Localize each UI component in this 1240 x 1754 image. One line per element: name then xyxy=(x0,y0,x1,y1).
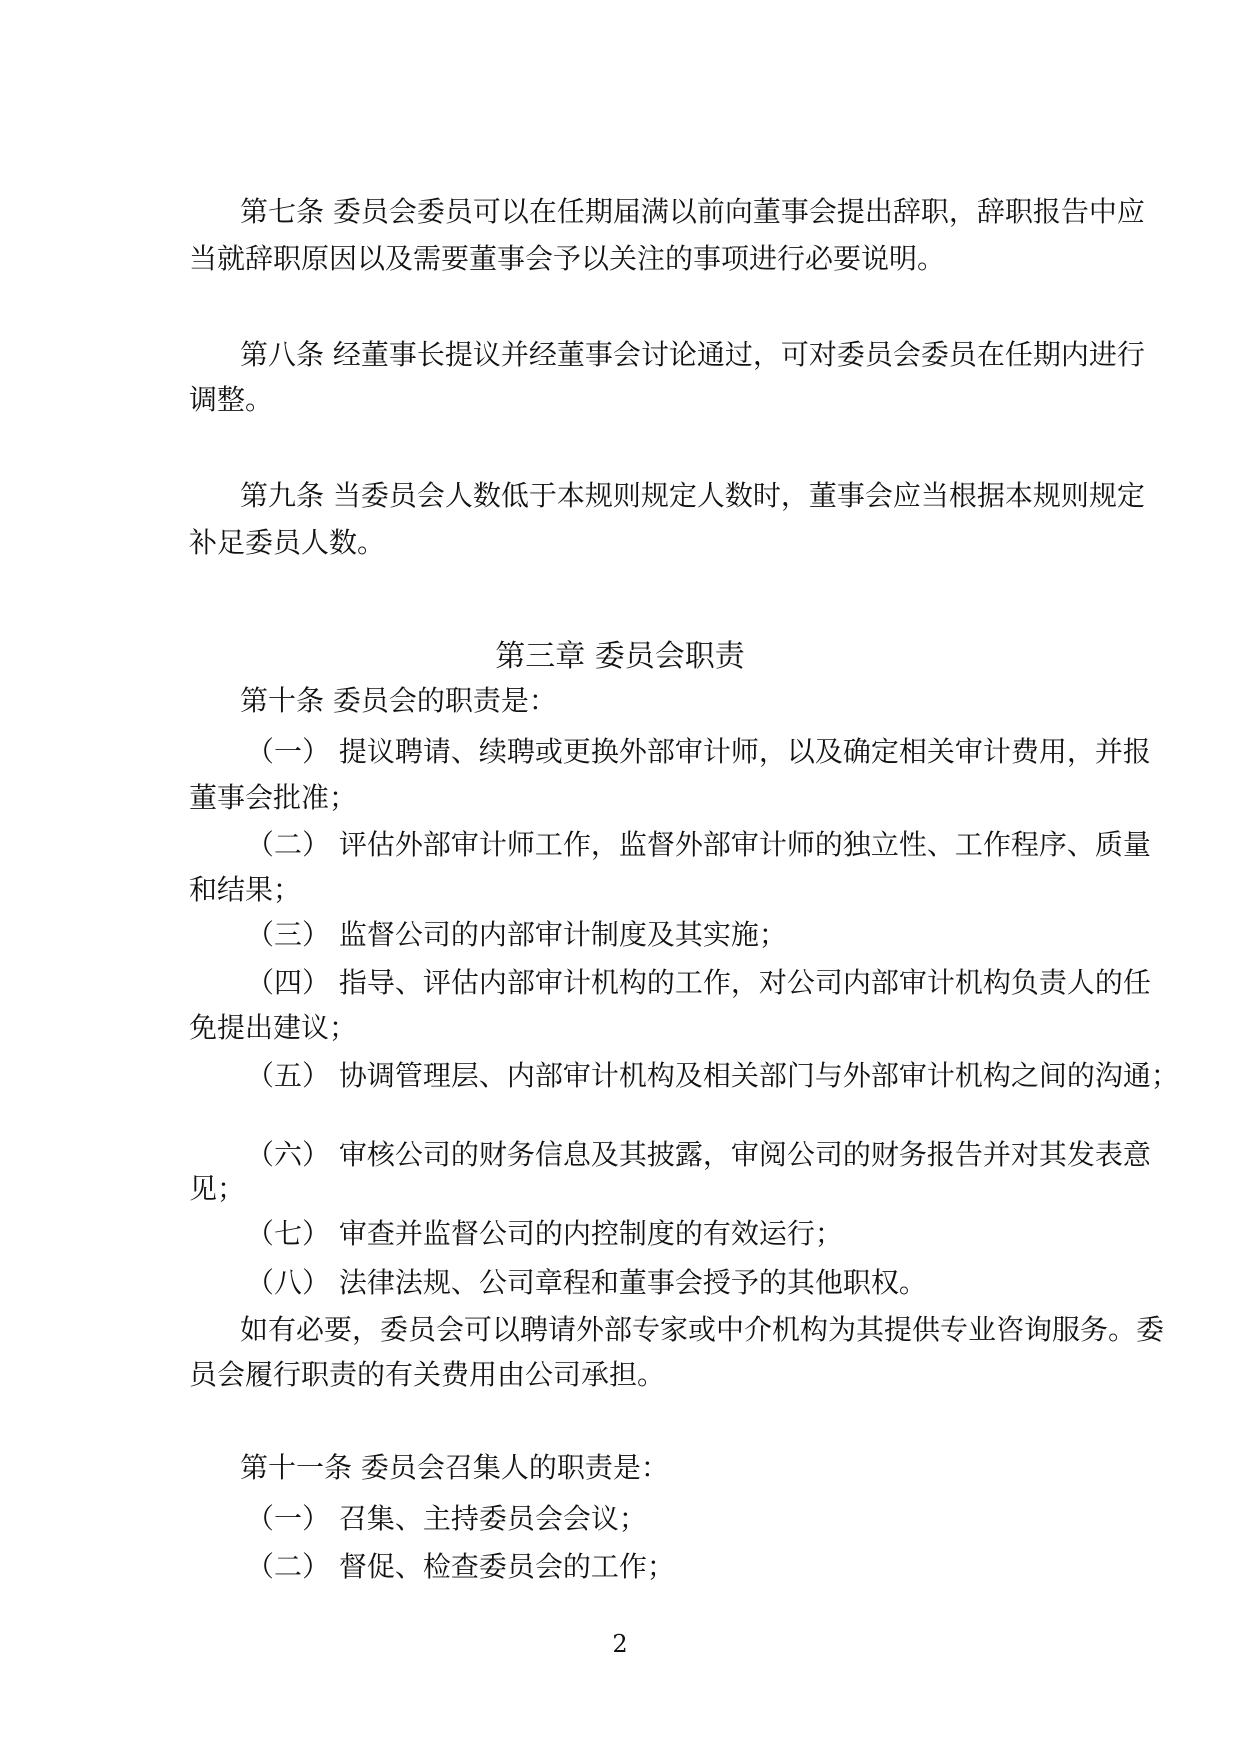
list-item-line: （七） 审查并监督公司的内控制度的有效运行； xyxy=(246,1217,843,1250)
list-item-line: （六） 审核公司的财务信息及其披露，审阅公司的财务报告并对其发表意 xyxy=(246,1138,1151,1171)
list-item-line: 见； xyxy=(189,1172,246,1205)
list-item-line: （一） 提议聘请、续聘或更换外部审计师，以及确定相关审计费用，并报 xyxy=(246,735,1151,768)
paragraph-line: 员会履行职责的有关费用由公司承担。 xyxy=(189,1358,666,1391)
paragraph-line: 第九条 当委员会人数低于本规则规定人数时，董事会应当根据本规则规定 xyxy=(240,479,1145,512)
list-item-line: 和结果； xyxy=(189,873,302,906)
paragraph-line: 如有必要，委员会可以聘请外部专家或中介机构为其提供专业咨询服务。委 xyxy=(240,1313,1165,1346)
paragraph-line: 调整。 xyxy=(189,383,274,416)
list-item-line: （二） 督促、检查委员会的工作； xyxy=(246,1550,675,1583)
paragraph-line: 补足委员人数。 xyxy=(189,526,386,559)
paragraph-line: 当就辞职原因以及需要董事会予以关注的事项进行必要说明。 xyxy=(189,242,946,275)
paragraph-line: 第七条 委员会委员可以在任期届满以前向董事会提出辞职，辞职报告中应 xyxy=(240,195,1145,228)
article-intro: 第十条 委员会的职责是： xyxy=(240,684,557,717)
list-item-line: （一） 召集、主持委员会会议； xyxy=(246,1502,647,1535)
article-intro: 第十一条 委员会召集人的职责是： xyxy=(240,1451,669,1484)
list-item-line: 董事会批准； xyxy=(189,781,358,814)
list-item-line: （二） 评估外部审计师工作，监督外部审计师的独立性、工作程序、质量 xyxy=(246,828,1151,861)
list-item-line: 免提出建议； xyxy=(189,1011,358,1044)
page-number: 2 xyxy=(612,1630,628,1658)
list-item-line: （八） 法律法规、公司章程和董事会授予的其他职权。 xyxy=(246,1266,927,1299)
chapter-title: 第三章 委员会职责 xyxy=(495,639,745,674)
list-item-line: （五） 协调管理层、内部审计机构及相关部门与外部审计机构之间的沟通； xyxy=(246,1059,1179,1092)
paragraph-line: 第八条 经董事长提议并经董事会讨论通过，可对委员会委员在任期内进行 xyxy=(240,338,1145,371)
list-item-line: （三） 监督公司的内部审计制度及其实施； xyxy=(246,918,787,951)
list-item-line: （四） 指导、评估内部审计机构的工作，对公司内部审计机构负责人的任 xyxy=(246,966,1151,999)
